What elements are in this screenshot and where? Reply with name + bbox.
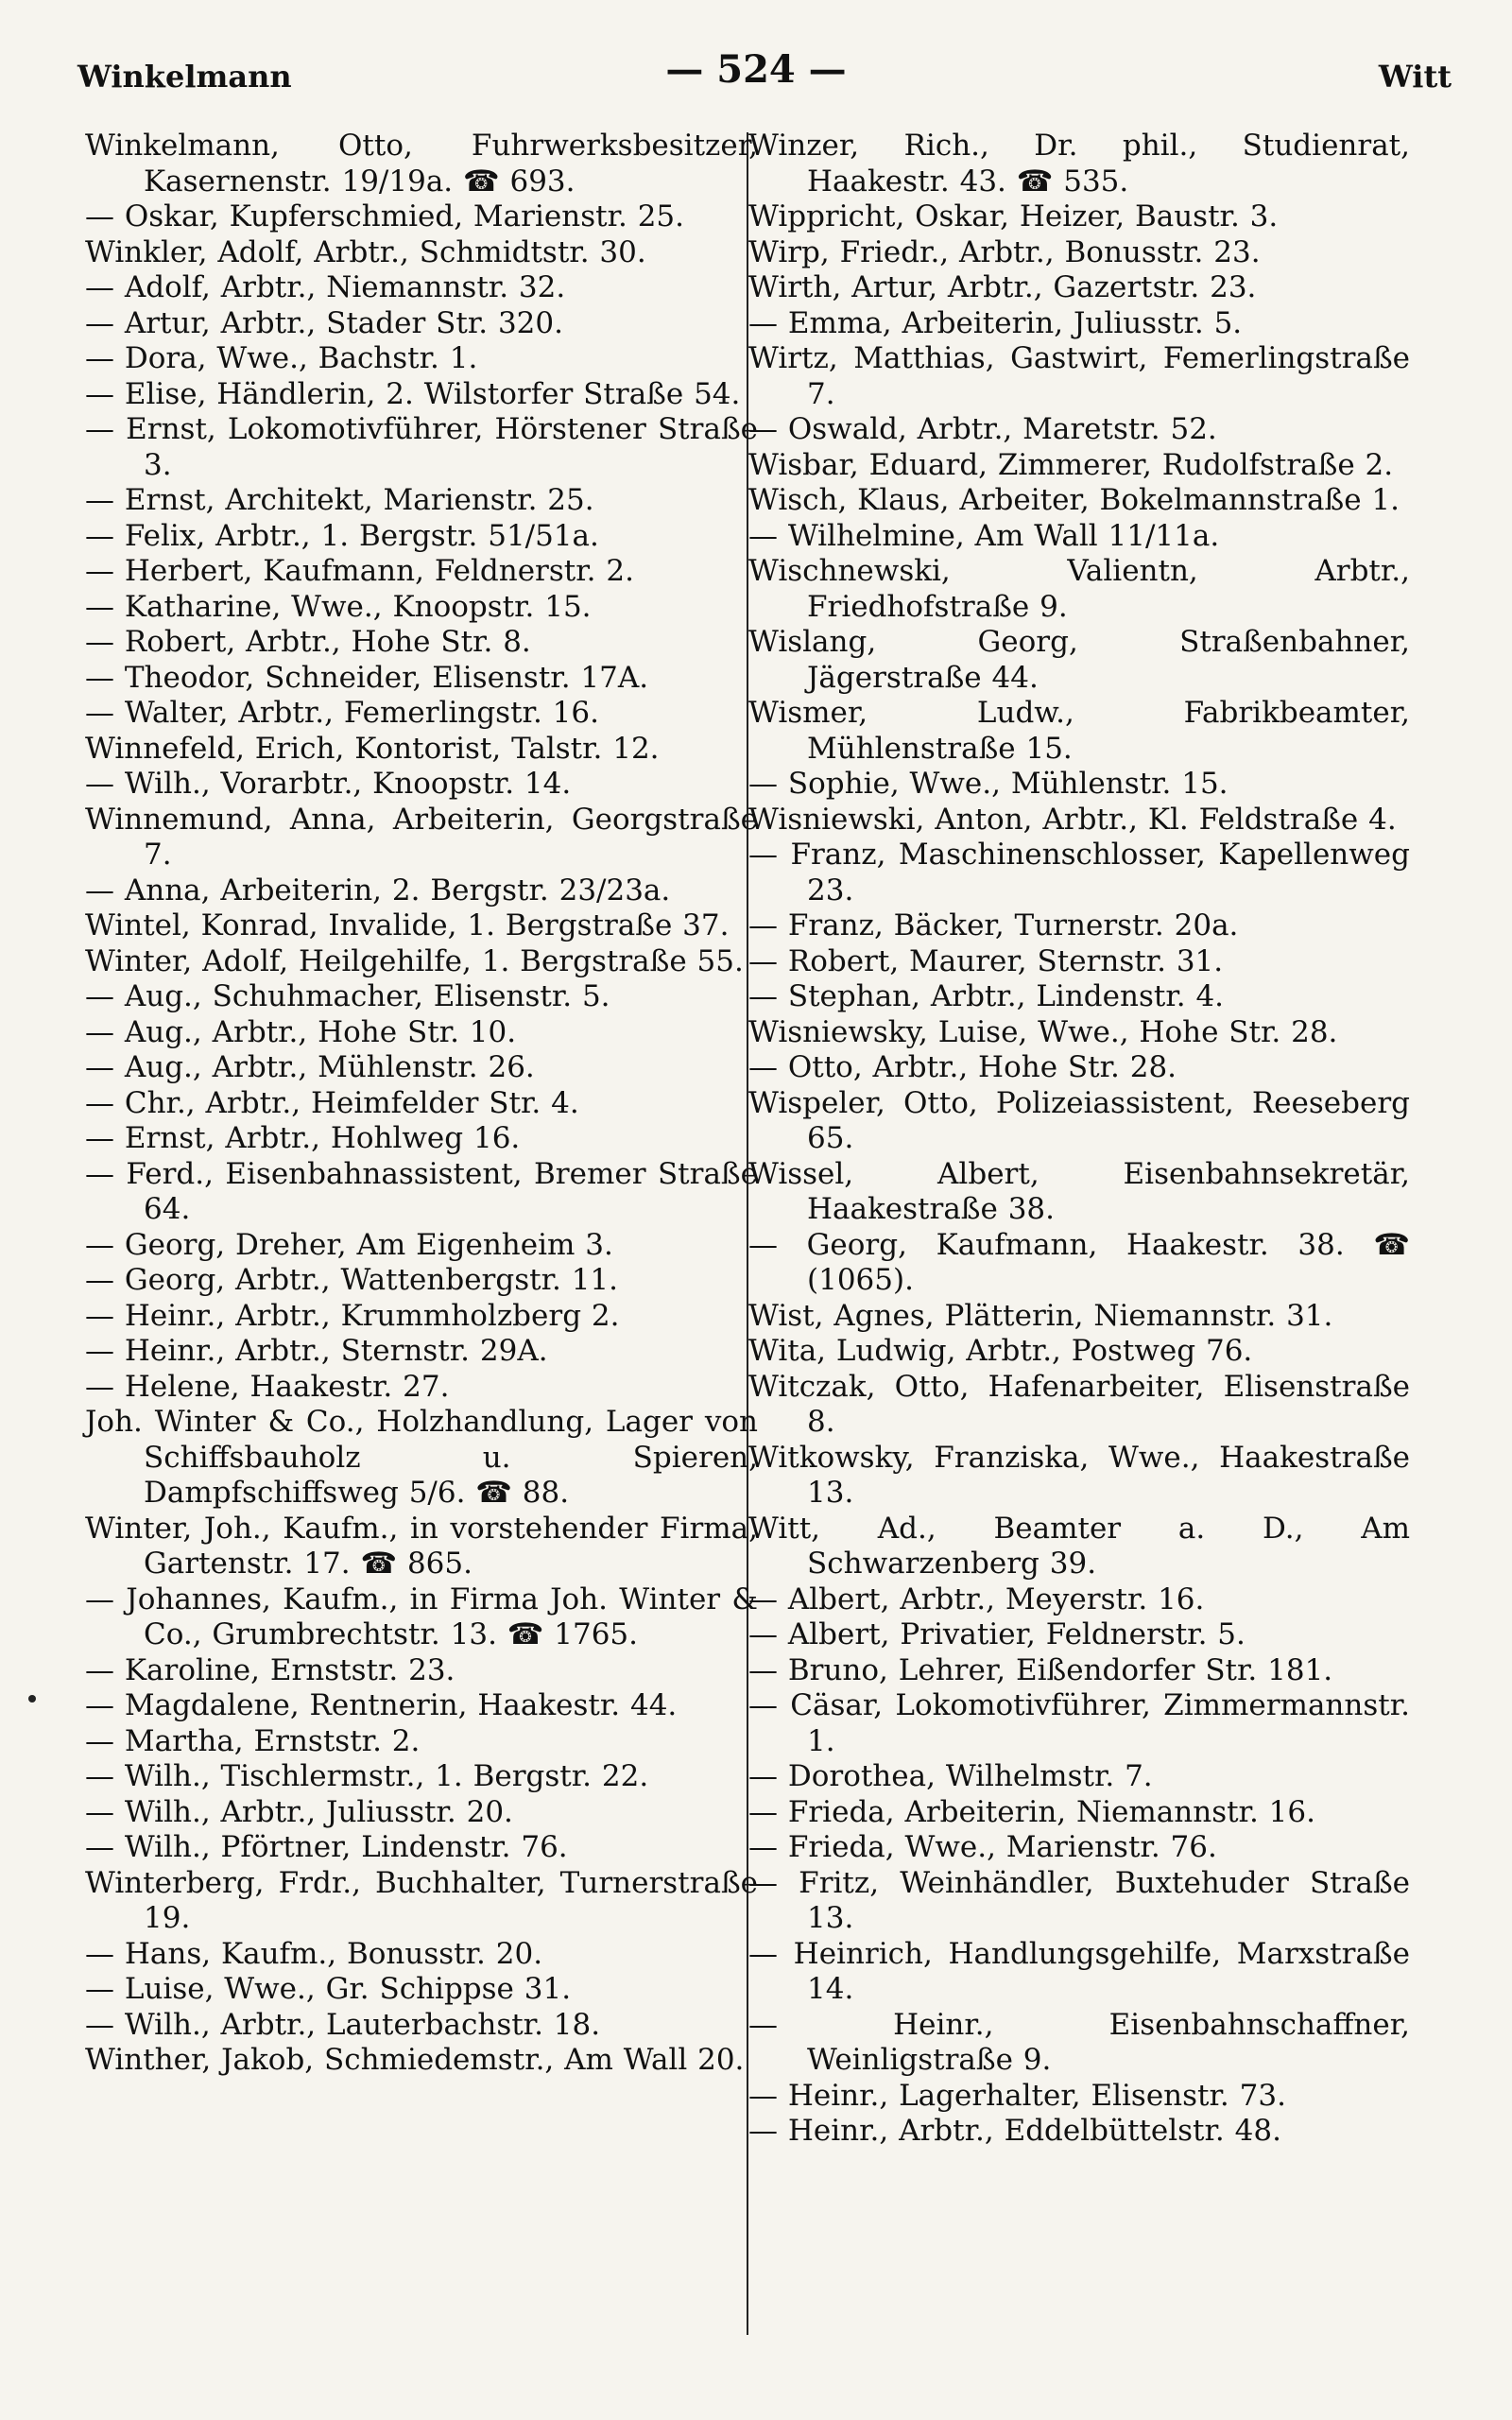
- page-number: — 524 —: [665, 47, 847, 92]
- margin-dot: [28, 1695, 36, 1703]
- directory-entry: Wist, Agnes, Plätterin, Niemannstr. 31.: [748, 1298, 1333, 1333]
- directory-entry: Winkler, Adolf, Arbtr., Schmidtstr. 30.: [85, 234, 646, 269]
- directory-entry: — Albert, Privatier, Feldnerstr. 5.: [748, 1617, 1246, 1651]
- directory-entry: — Theodor, Schneider, Elisenstr. 17A.: [85, 660, 649, 695]
- directory-entry: — Franz, Bäcker, Turnerstr. 20a.: [748, 908, 1239, 942]
- directory-entry: Winzer, Rich., Dr. phil., Studienrat, Haakestr. 43. ☎ 535.: [748, 129, 1410, 199]
- directory-entry: Witt, Ad., Beamter a. D., Am Schwarzenberg 39.: [748, 1511, 1410, 1581]
- directory-entry: Wirth, Artur, Arbtr., Gazertstr. 23.: [748, 270, 1257, 304]
- directory-entry: Wissel, Albert, Eisenbahnsekretär, Haakestraße 38.: [748, 1156, 1410, 1226]
- directory-entry: Wita, Ludwig, Arbtr., Postweg 76.: [748, 1334, 1253, 1368]
- directory-entry: Wismer, Ludw., Fabrikbeamter, Mühlenstraße 15.: [748, 696, 1410, 766]
- directory-entry: — Heinr., Arbtr., Sternstr. 29A.: [85, 1334, 548, 1368]
- directory-entry: Winterberg, Frdr., Buchhalter, Turnerstraße 19.: [85, 1865, 758, 1935]
- directory-entry: — Elise, Händlerin, 2. Wilstorfer Straße 54.: [85, 376, 741, 411]
- directory-entry: — Oswald, Arbtr., Maretstr. 52.: [748, 412, 1217, 446]
- directory-entry: — Wilhelmine, Am Wall 11/11a.: [748, 518, 1220, 553]
- directory-entry: — Dorothea, Wilhelmstr. 7.: [748, 1759, 1153, 1793]
- directory-entry: — Artur, Arbtr., Stader Str. 320.: [85, 305, 563, 340]
- header-left-keyword: Winkelmann: [77, 59, 292, 95]
- directory-entry: — Fritz, Weinhändler, Buxtehuder Straße 13.: [748, 1865, 1410, 1935]
- directory-entry: Joh. Winter & Co., Holzhandlung, Lager von Schiffsbauholz u. Spieren, Dampfschiffsweg 5/6. ☎ 88.: [85, 1405, 758, 1510]
- directory-entry: — Herbert, Kaufmann, Feldnerstr. 2.: [85, 554, 634, 588]
- directory-entry: — Helene, Haakestr. 27.: [85, 1369, 450, 1404]
- directory-entry: — Wilh., Pförtner, Lindenstr. 76.: [85, 1830, 568, 1864]
- directory-entry: — Wilh., Vorarbtr., Knoopstr. 14.: [85, 767, 572, 801]
- directory-entry: — Chr., Arbtr., Heimfelder Str. 4.: [85, 1085, 579, 1120]
- directory-entry: — Franz, Maschinenschlosser, Kapellenweg 23.: [748, 838, 1410, 908]
- directory-entry: — Wilh., Tischlermstr., 1. Bergstr. 22.: [85, 1759, 649, 1793]
- directory-entry: — Otto, Arbtr., Hohe Str. 28.: [748, 1050, 1177, 1084]
- directory-entry: — Aug., Arbtr., Mühlenstr. 26.: [85, 1050, 535, 1084]
- directory-entry: — Heinr., Lagerhalter, Elisenstr. 73.: [748, 2078, 1286, 2113]
- directory-entry: Winter, Joh., Kaufm., in vorstehender Firma, Gartenstr. 17. ☎ 865.: [85, 1511, 758, 1581]
- directory-entry: — Karoline, Ernststr. 23.: [85, 1652, 455, 1687]
- directory-entry: — Georg, Dreher, Am Eigenheim 3.: [85, 1227, 613, 1262]
- directory-entry: Witczak, Otto, Hafenarbeiter, Elisenstraße 8.: [748, 1369, 1410, 1439]
- right-column: [748, 129, 1410, 2150]
- directory-entry: — Hans, Kaufm., Bonusstr. 20.: [85, 1936, 543, 1971]
- directory-entry: — Heinr., Eisenbahnschaffner, Weinligstraße 9.: [748, 2007, 1410, 2077]
- directory-entry: — Heinr., Arbtr., Krummholzberg 2.: [85, 1298, 620, 1333]
- directory-entry: Wislang, Georg, Straßenbahner, Jägerstraße 44.: [748, 625, 1410, 695]
- directory-entry: Winnefeld, Erich, Kontorist, Talstr. 12.: [85, 731, 660, 766]
- directory-entry: — Walter, Arbtr., Femerlingstr. 16.: [85, 696, 599, 730]
- directory-entry: — Anna, Arbeiterin, 2. Bergstr. 23/23a.: [85, 873, 671, 908]
- directory-entry: — Heinr., Arbtr., Eddelbüttelstr. 48.: [748, 2114, 1281, 2148]
- directory-entry: — Oskar, Kupferschmied, Marienstr. 25.: [85, 199, 684, 233]
- directory-entry: Winkelmann, Otto, Fuhrwerksbesitzer, Kasernenstr. 19/19a. ☎ 693.: [85, 129, 758, 199]
- directory-entry: — Bruno, Lehrer, Eißendorfer Str. 181.: [748, 1652, 1333, 1687]
- header-right-keyword: Witt: [1378, 59, 1452, 95]
- directory-entry: Winter, Adolf, Heilgehilfe, 1. Bergstraße 55.: [85, 943, 744, 978]
- directory-entry: — Felix, Arbtr., 1. Bergstr. 51/51a.: [85, 518, 599, 553]
- directory-entry: — Cäsar, Lokomotivführer, Zimmermannstr. 1.: [748, 1688, 1410, 1758]
- directory-entry: — Emma, Arbeiterin, Juliusstr. 5.: [748, 305, 1243, 340]
- directory-entry: — Robert, Arbtr., Hohe Str. 8.: [85, 625, 531, 659]
- directory-entry: — Adolf, Arbtr., Niemannstr. 32.: [85, 270, 566, 304]
- directory-entry: Winnemund, Anna, Arbeiterin, Georgstraße 7.: [85, 802, 758, 872]
- directory-entry: Witkowsky, Franziska, Wwe., Haakestraße 13.: [748, 1440, 1410, 1510]
- directory-entry: — Georg, Arbtr., Wattenbergstr. 11.: [85, 1263, 618, 1297]
- directory-entry: Wippricht, Oskar, Heizer, Baustr. 3.: [748, 199, 1279, 233]
- directory-entry: Wisniewsky, Luise, Wwe., Hohe Str. 28.: [748, 1014, 1338, 1049]
- directory-entry: Winther, Jakob, Schmiedemstr., Am Wall 20.: [85, 2043, 745, 2077]
- directory-entry: Wirtz, Matthias, Gastwirt, Femerlingstraße 7.: [748, 341, 1410, 411]
- left-column: [85, 129, 758, 2079]
- directory-entry: — Heinrich, Handlungsgehilfe, Marxstraße 14.: [748, 1936, 1410, 2006]
- directory-entry: — Frieda, Arbeiterin, Niemannstr. 16.: [748, 1794, 1315, 1829]
- page-header: [0, 45, 1512, 102]
- directory-entry: — Robert, Maurer, Sternstr. 31.: [748, 943, 1224, 978]
- directory-entry: Wisbar, Eduard, Zimmerer, Rudolfstraße 2.: [748, 447, 1394, 482]
- directory-entry: — Ernst, Arbtr., Hohlweg 16.: [85, 1121, 521, 1155]
- directory-entry: — Johannes, Kaufm., in Firma Joh. Winter & Co., Grumbrechtstr. 13. ☎ 1765.: [85, 1582, 758, 1651]
- directory-entry: — Aug., Arbtr., Hohe Str. 10.: [85, 1014, 517, 1049]
- directory-entry: Wirp, Friedr., Arbtr., Bonusstr. 23.: [748, 234, 1261, 269]
- directory-entry: — Sophie, Wwe., Mühlenstr. 15.: [748, 767, 1228, 801]
- directory-entry: — Albert, Arbtr., Meyerstr. 16.: [748, 1582, 1205, 1616]
- directory-entry: — Wilh., Arbtr., Juliusstr. 20.: [85, 1794, 513, 1829]
- directory-entry: — Martha, Ernststr. 2.: [85, 1723, 421, 1758]
- directory-entry: — Ferd., Eisenbahnassistent, Bremer Straße 64.: [85, 1156, 758, 1226]
- directory-entry: — Aug., Schuhmacher, Elisenstr. 5.: [85, 979, 610, 1013]
- directory-entry: Wischnewski, Valientn, Arbtr., Friedhofstraße 9.: [748, 554, 1410, 624]
- directory-entry: — Magdalene, Rentnerin, Haakestr. 44.: [85, 1688, 678, 1722]
- directory-entry: — Dora, Wwe., Bachstr. 1.: [85, 341, 478, 375]
- directory-entry: Wispeler, Otto, Polizeiassistent, Reeseberg 65.: [748, 1085, 1410, 1155]
- directory-entry: — Katharine, Wwe., Knoopstr. 15.: [85, 589, 592, 624]
- directory-entry: — Ernst, Architekt, Marienstr. 25.: [85, 483, 594, 517]
- directory-entry: — Stephan, Arbtr., Lindenstr. 4.: [748, 979, 1225, 1013]
- directory-entry: — Luise, Wwe., Gr. Schippse 31.: [85, 1972, 572, 2006]
- directory-entry: — Georg, Kaufmann, Haakestr. 38. ☎ (1065).: [748, 1227, 1410, 1297]
- directory-entry: Wisniewski, Anton, Arbtr., Kl. Feldstraße 4.: [748, 802, 1397, 837]
- directory-entry: — Frieda, Wwe., Marienstr. 76.: [748, 1830, 1217, 1864]
- directory-entry: Wintel, Konrad, Invalide, 1. Bergstraße 37.: [85, 908, 730, 942]
- directory-entry: Wisch, Klaus, Arbeiter, Bokelmannstraße 1.: [748, 483, 1400, 517]
- directory-entry: — Wilh., Arbtr., Lauterbachstr. 18.: [85, 2007, 601, 2042]
- directory-entry: — Ernst, Lokomotivführer, Hörstener Straße 3.: [85, 412, 758, 482]
